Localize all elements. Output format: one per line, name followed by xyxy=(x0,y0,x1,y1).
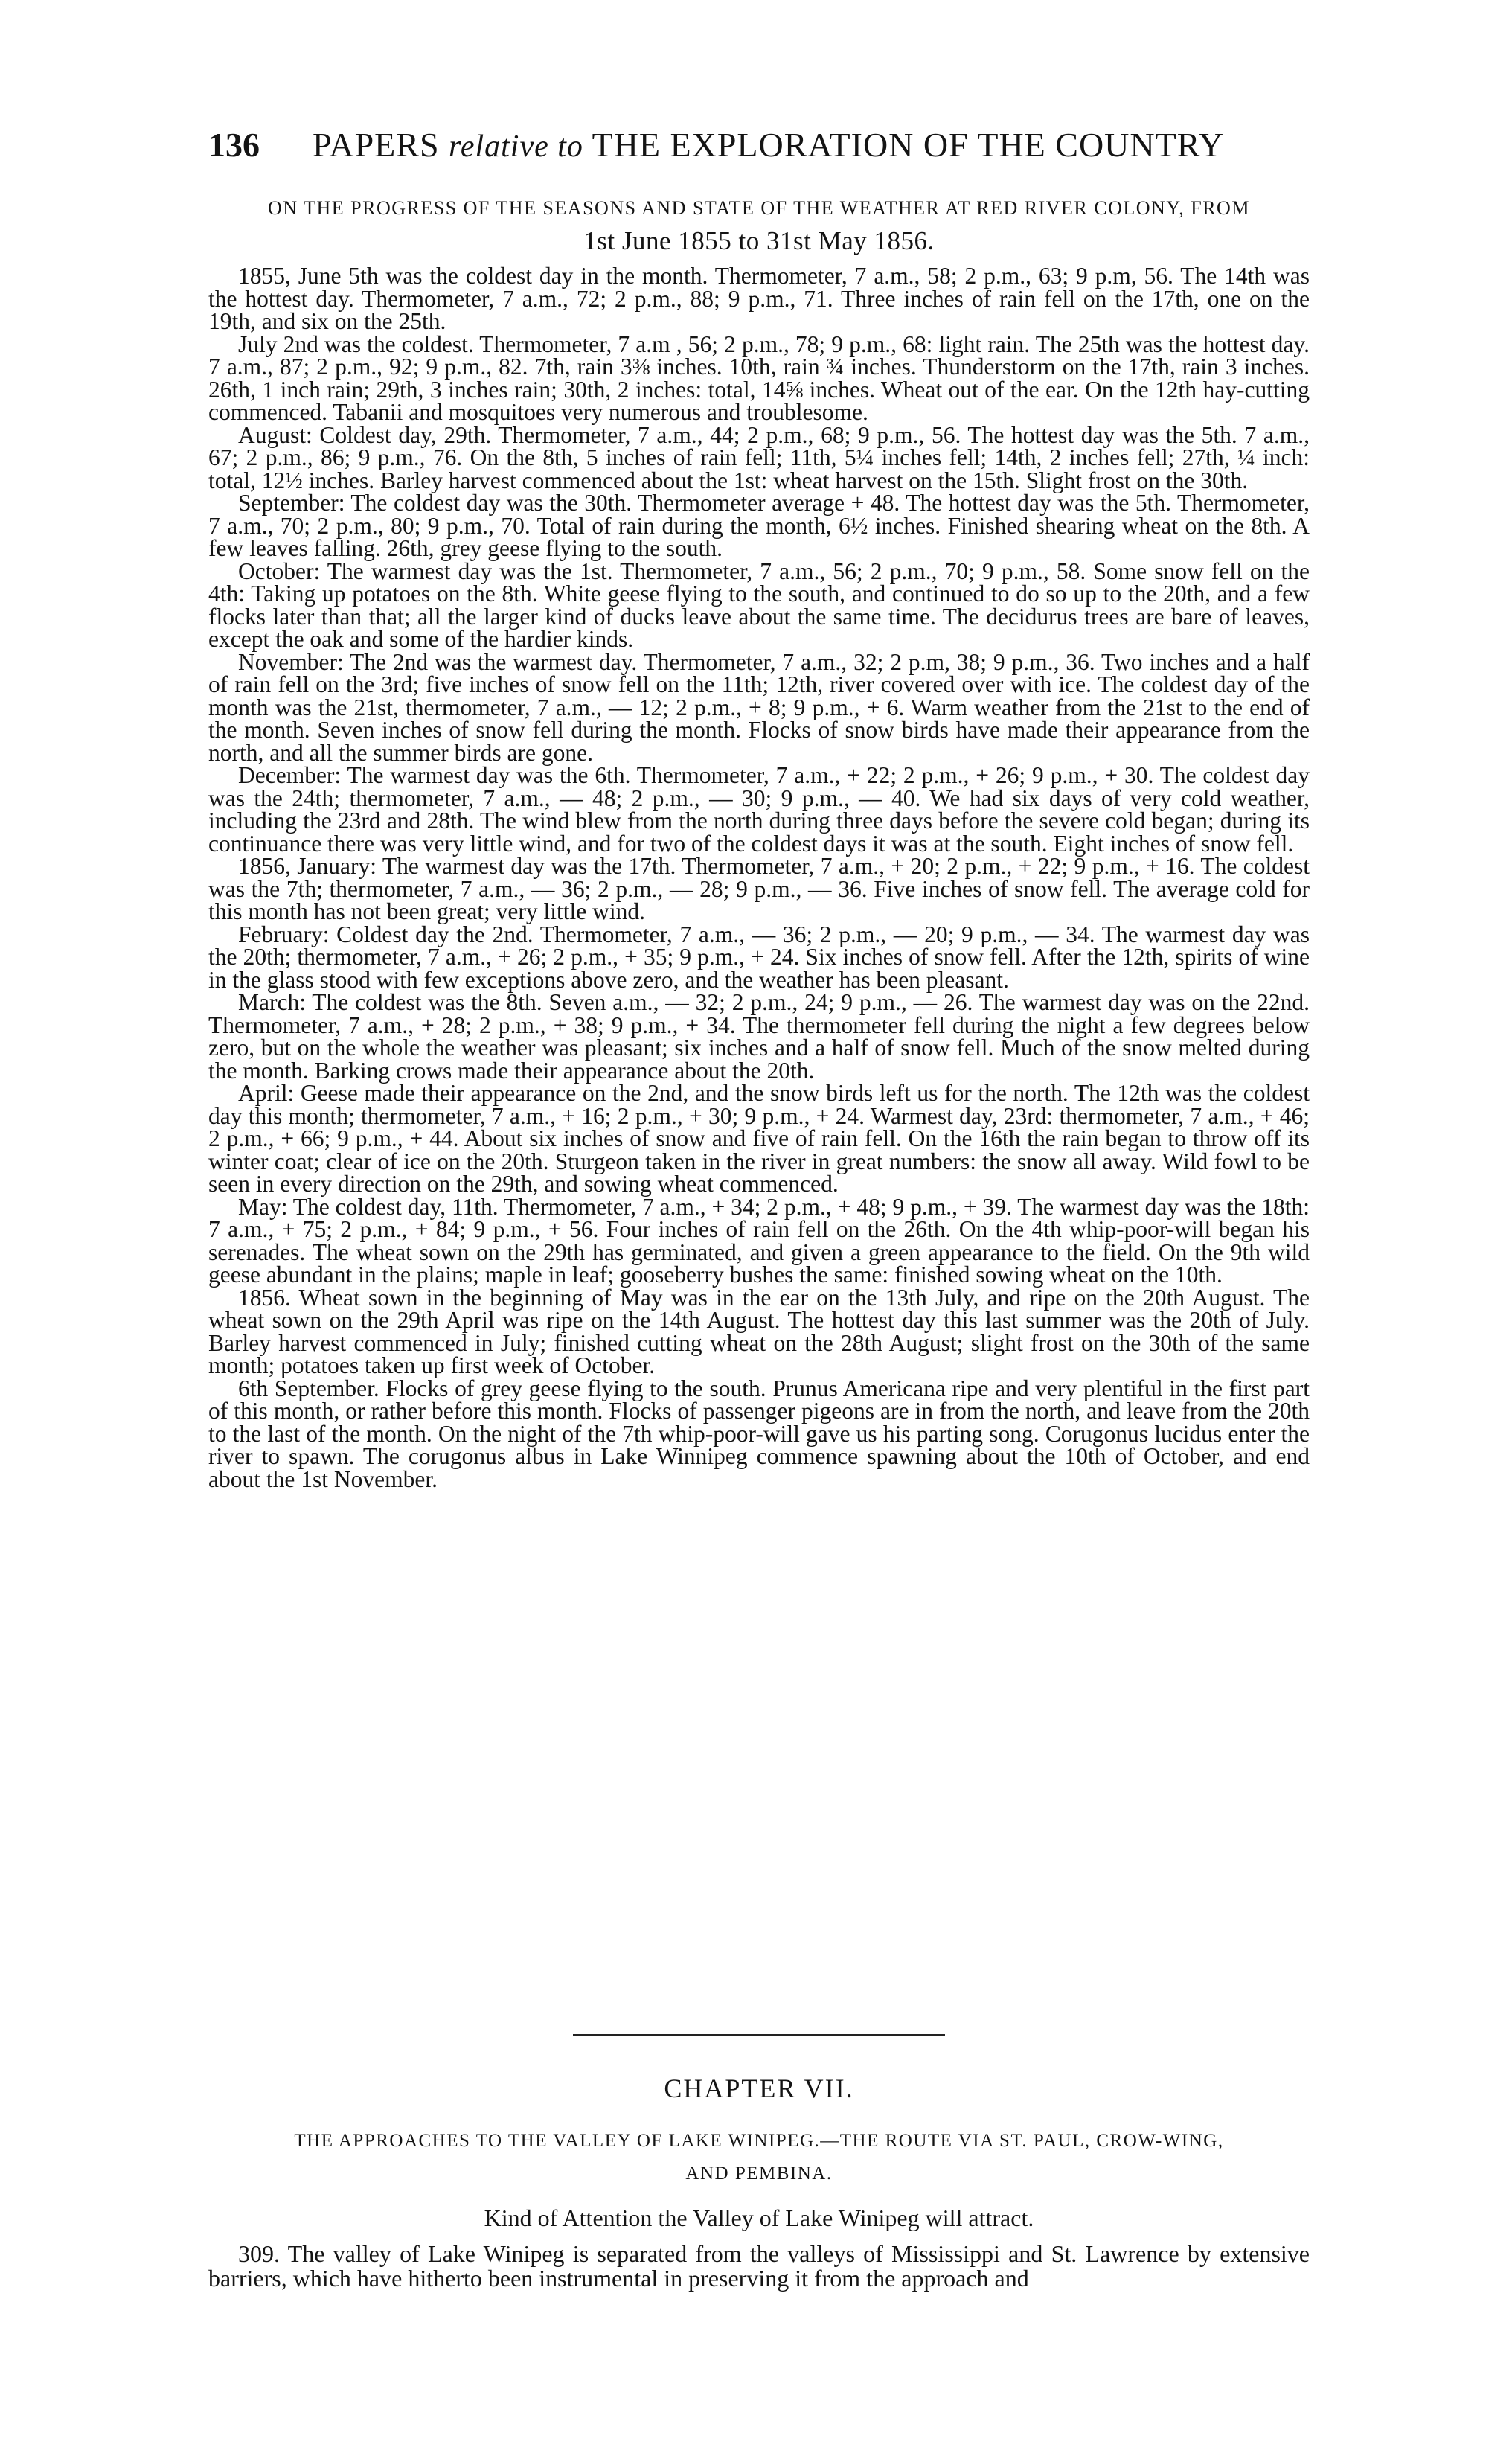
paragraph-december: December: The warmest day was the 6th. Thermometer, 7 a.m., + 22; 2 p.m., + 26; 9 p.m., + 30. The coldest day was the 24th; thermometer, 7 a.m., — 48; 2 p.m., — 30; 9 p.m., — 40. We had six days of very cold weather, including the 23rd and 28th. The wind blew from the north during three days before the severe cold began; during its continuance there was very little wind, and for two of the coldest days it was at the south. Eight inches of snow fell. xyxy=(208,762,1310,857)
paragraph-309: 309. The valley of Lake Winipeg is separated from the valleys of Mississippi and St. Lawrence by extensive barriers, which have hitherto been instrumental in preserving it from the approach and xyxy=(208,2240,1310,2292)
section-heading: Kind of Attention the Valley of Lake Winipeg will attract. xyxy=(484,2204,1034,2231)
paragraph-november: November: The 2nd was the warmest day. Thermometer, 7 a.m., 32; 2 p.m, 38; 9 p.m., 36. Two inches and a half of rain fell on the 3rd; five inches of snow fell on the 11th; 12th, river covered over with ice. The coldest day of the month was the 21st, thermometer, 7 a.m., — 12; 2 p.m., + 8; 9 p.m., + 6. Warm weather from the 21st to the end of the month. Seven inches of snow fell during the month. Flocks of snow birds have made their appearance from the north, and all the summer birds are gone. xyxy=(208,648,1310,766)
paragraph-june-1855: 1855, June 5th was the coldest day in the month. Thermometer, 7 a.m., 58; 2 p.m., 63; 9 p.m, 56. The 14th was the hottest day. Thermometer, 7 a.m., 72; 2 p.m., 88; 9 p.m., 71. Three inches of rain fell on the 17th, one on the 19th, and six on the 25th. xyxy=(208,263,1310,334)
chapter-subtitle-line2: AND PEMBINA. xyxy=(685,2164,833,2184)
running-title-prefix: PAPERS xyxy=(313,126,449,164)
paragraph-1856-summary: 1856. Wheat sown in the beginning of May was in the ear on the 13th July, and ripe on the 20th August. The wheat sown on the 29th April was ripe on the 14th August. The hottest day this last summer was the 20th of July. Barley harvest commenced in July; finished cutting wheat on the 28th August; slight frost on the 30th of the same month; potatoes taken up first week of October. xyxy=(208,1284,1310,1378)
paragraph-march: March: The coldest was the 8th. Seven a.m., — 32; 2 p.m., 24; 9 p.m., — 26. The warmest day was on the 22nd. Thermometer, 7 a.m., + 28; 2 p.m., + 38; 9 p.m., + 34. The thermometer fell during the night a few degrees below zero, but on the whole the weather was pleasant; six inches and a half of snow fell. Much of the snow melted during the month. Barking crows made their appearance about the 20th. xyxy=(208,989,1310,1084)
paragraph-july: July 2nd was the coldest. Thermometer, 7 a.m , 56; 2 p.m., 78; 9 p.m., 68: light rain. The 25th was the hottest day. 7 a.m., 87; 2 p.m., 92; 9 p.m., 82. 7th, rain 3⅜ inches. 10th, rain ¾ inches. Thunderstorm on the 17th, rain 3 inches. 26th, 1 inch rain; 29th, 3 inches rain; 30th, 2 inches: total, 14⅝ inches. Wheat out of the ear. On the 12th hay-cutting commenced. Tabanii and mosquitoes very numerous and troublesome. xyxy=(208,330,1310,425)
chapter-subtitle-line1: THE APPROACHES TO THE VALLEY OF LAKE WINIPEG.—THE ROUTE VIA ST. PAUL, CROW-WING, xyxy=(294,2131,1224,2151)
chapter-subtitle xyxy=(208,2125,1310,2190)
article-heading xyxy=(208,192,1310,258)
chapter-title: CHAPTER VII. xyxy=(664,2073,854,2103)
chapter-body xyxy=(208,2242,1310,2291)
article-heading-line1: ON THE PROGRESS OF THE SEASONS AND STATE OF THE WEATHER AT RED RIVER COLONY, FROM xyxy=(268,197,1250,219)
paragraph-january-1856: 1856, January: The warmest day was the 17th. Thermometer, 7 a.m., + 20; 2 p.m., + 22; 9 p.m., + 16. The coldest was the 7th; thermometer, 7 a.m., — 36; 2 p.m., — 28; 9 p.m., — 36. Five inches of snow fell. The average cold for this month has not been great; very little wind. xyxy=(208,853,1310,924)
paragraph-august: August: Coldest day, 29th. Thermometer, 7 a.m., 44; 2 p.m., 68; 9 p.m., 56. The hottest day was the 5th. 7 a.m., 67; 2 p.m., 86; 9 p.m., 76. On the 8th, 5 inches of rain fell; 11th, 5¼ inches fell; 14th, 2 inches fell; 27th, ¼ inch: total, 12½ inches. Barley harvest commenced about the 1st: wheat harvest on the 15th. Slight frost on the 30th. xyxy=(208,421,1310,493)
paragraph-6th-september: 6th September. Flocks of grey geese flying to the south. Prunus Americana ripe and very plentiful in the first part of this month, or rather before this month. Flocks of passenger pigeons are in from the north, and leave from the 20th to the last of the month. On the night of the 7th whip-poor-will gave us his parting song. Corugonus lucidus enter the river to spawn. The corugonus albus in Lake Winnipeg commence spawning about the 10th of October, and end about the 1st November. xyxy=(208,1375,1310,1492)
running-title-italic: relative to xyxy=(449,129,583,164)
weather-record-body xyxy=(208,265,1310,1491)
running-title-suffix: THE EXPLORATION OF THE COUNTRY xyxy=(583,126,1225,164)
paragraph-october: October: The warmest day was the 1st. Thermometer, 7 a.m., 56; 2 p.m., 70; 9 p.m., 58. Some snow fell on the 4th: Taking up potatoes on the 8th. White geese flying to the south, and continued to do so up to the 20th, and a few flocks later than that; all the larger kind of ducks leave about the same time. The decidurus trees are bare of leaves, except the oak and some of the hardier kinds. xyxy=(208,557,1310,652)
running-head xyxy=(208,125,1310,170)
paragraph-september: September: The coldest day was the 30th. Thermometer average + 48. The hottest day was the 5th. Thermometer, 7 a.m., 70; 2 p.m., 80; 9 p.m., 70. Total of rain during the month, 6½ inches. Finished shearing wheat on the 8th. A few leaves falling. 26th, grey geese flying to the south. xyxy=(208,490,1310,561)
page-number: 136 xyxy=(208,126,260,164)
paragraph-february: February: Coldest day the 2nd. Thermometer, 7 a.m., — 36; 2 p.m., — 20; 9 p.m., — 34. The warmest day was the 20th; thermometer, 7 a.m., + 26; 2 p.m., + 35; 9 p.m., + 24. Six inches of snow fell. After the 12th, spirits of wine in the glass stood with few exceptions above zero, and the weather has been pleasant. xyxy=(208,921,1310,993)
paragraph-may: May: The coldest day, 11th. Thermometer, 7 a.m., + 34; 2 p.m., + 48; 9 p.m., + 39. The warmest day was the 18th: 7 a.m., + 75; 2 p.m., + 84; 9 p.m., + 56. Four inches of rain fell on the 26th. On the 4th whip-poor-will began his serenades. The wheat sown on the 29th has germinated, and given a green appearance to the field. On the 9th wild geese abundant in the plains; maple in leaf; gooseberry bushes the same: finished sowing wheat on the 10th. xyxy=(208,1193,1310,1288)
running-title xyxy=(313,125,1224,164)
article-heading-dates: 1st June 1855 to 31st May 1856. xyxy=(583,226,935,255)
paragraph-april: April: Geese made their appearance on the 2nd, and the snow birds left us for the north. The 12th was the coldest day this month; thermometer, 7 a.m., + 16; 2 p.m., + 30; 9 p.m., + 24. Warmest day, 23rd: thermometer, 7 a.m., + 46; 2 p.m., + 66; 9 p.m., + 44. About six inches of snow and five of rain fell. On the 16th the rain began to throw off its winter coat; clear of ice on the 20th. Sturgeon taken in the river in great numbers: the snow all away. Wild fowl to be seen in every direction on the 29th, and sowing wheat commenced. xyxy=(208,1080,1310,1197)
section-divider xyxy=(573,2034,945,2036)
